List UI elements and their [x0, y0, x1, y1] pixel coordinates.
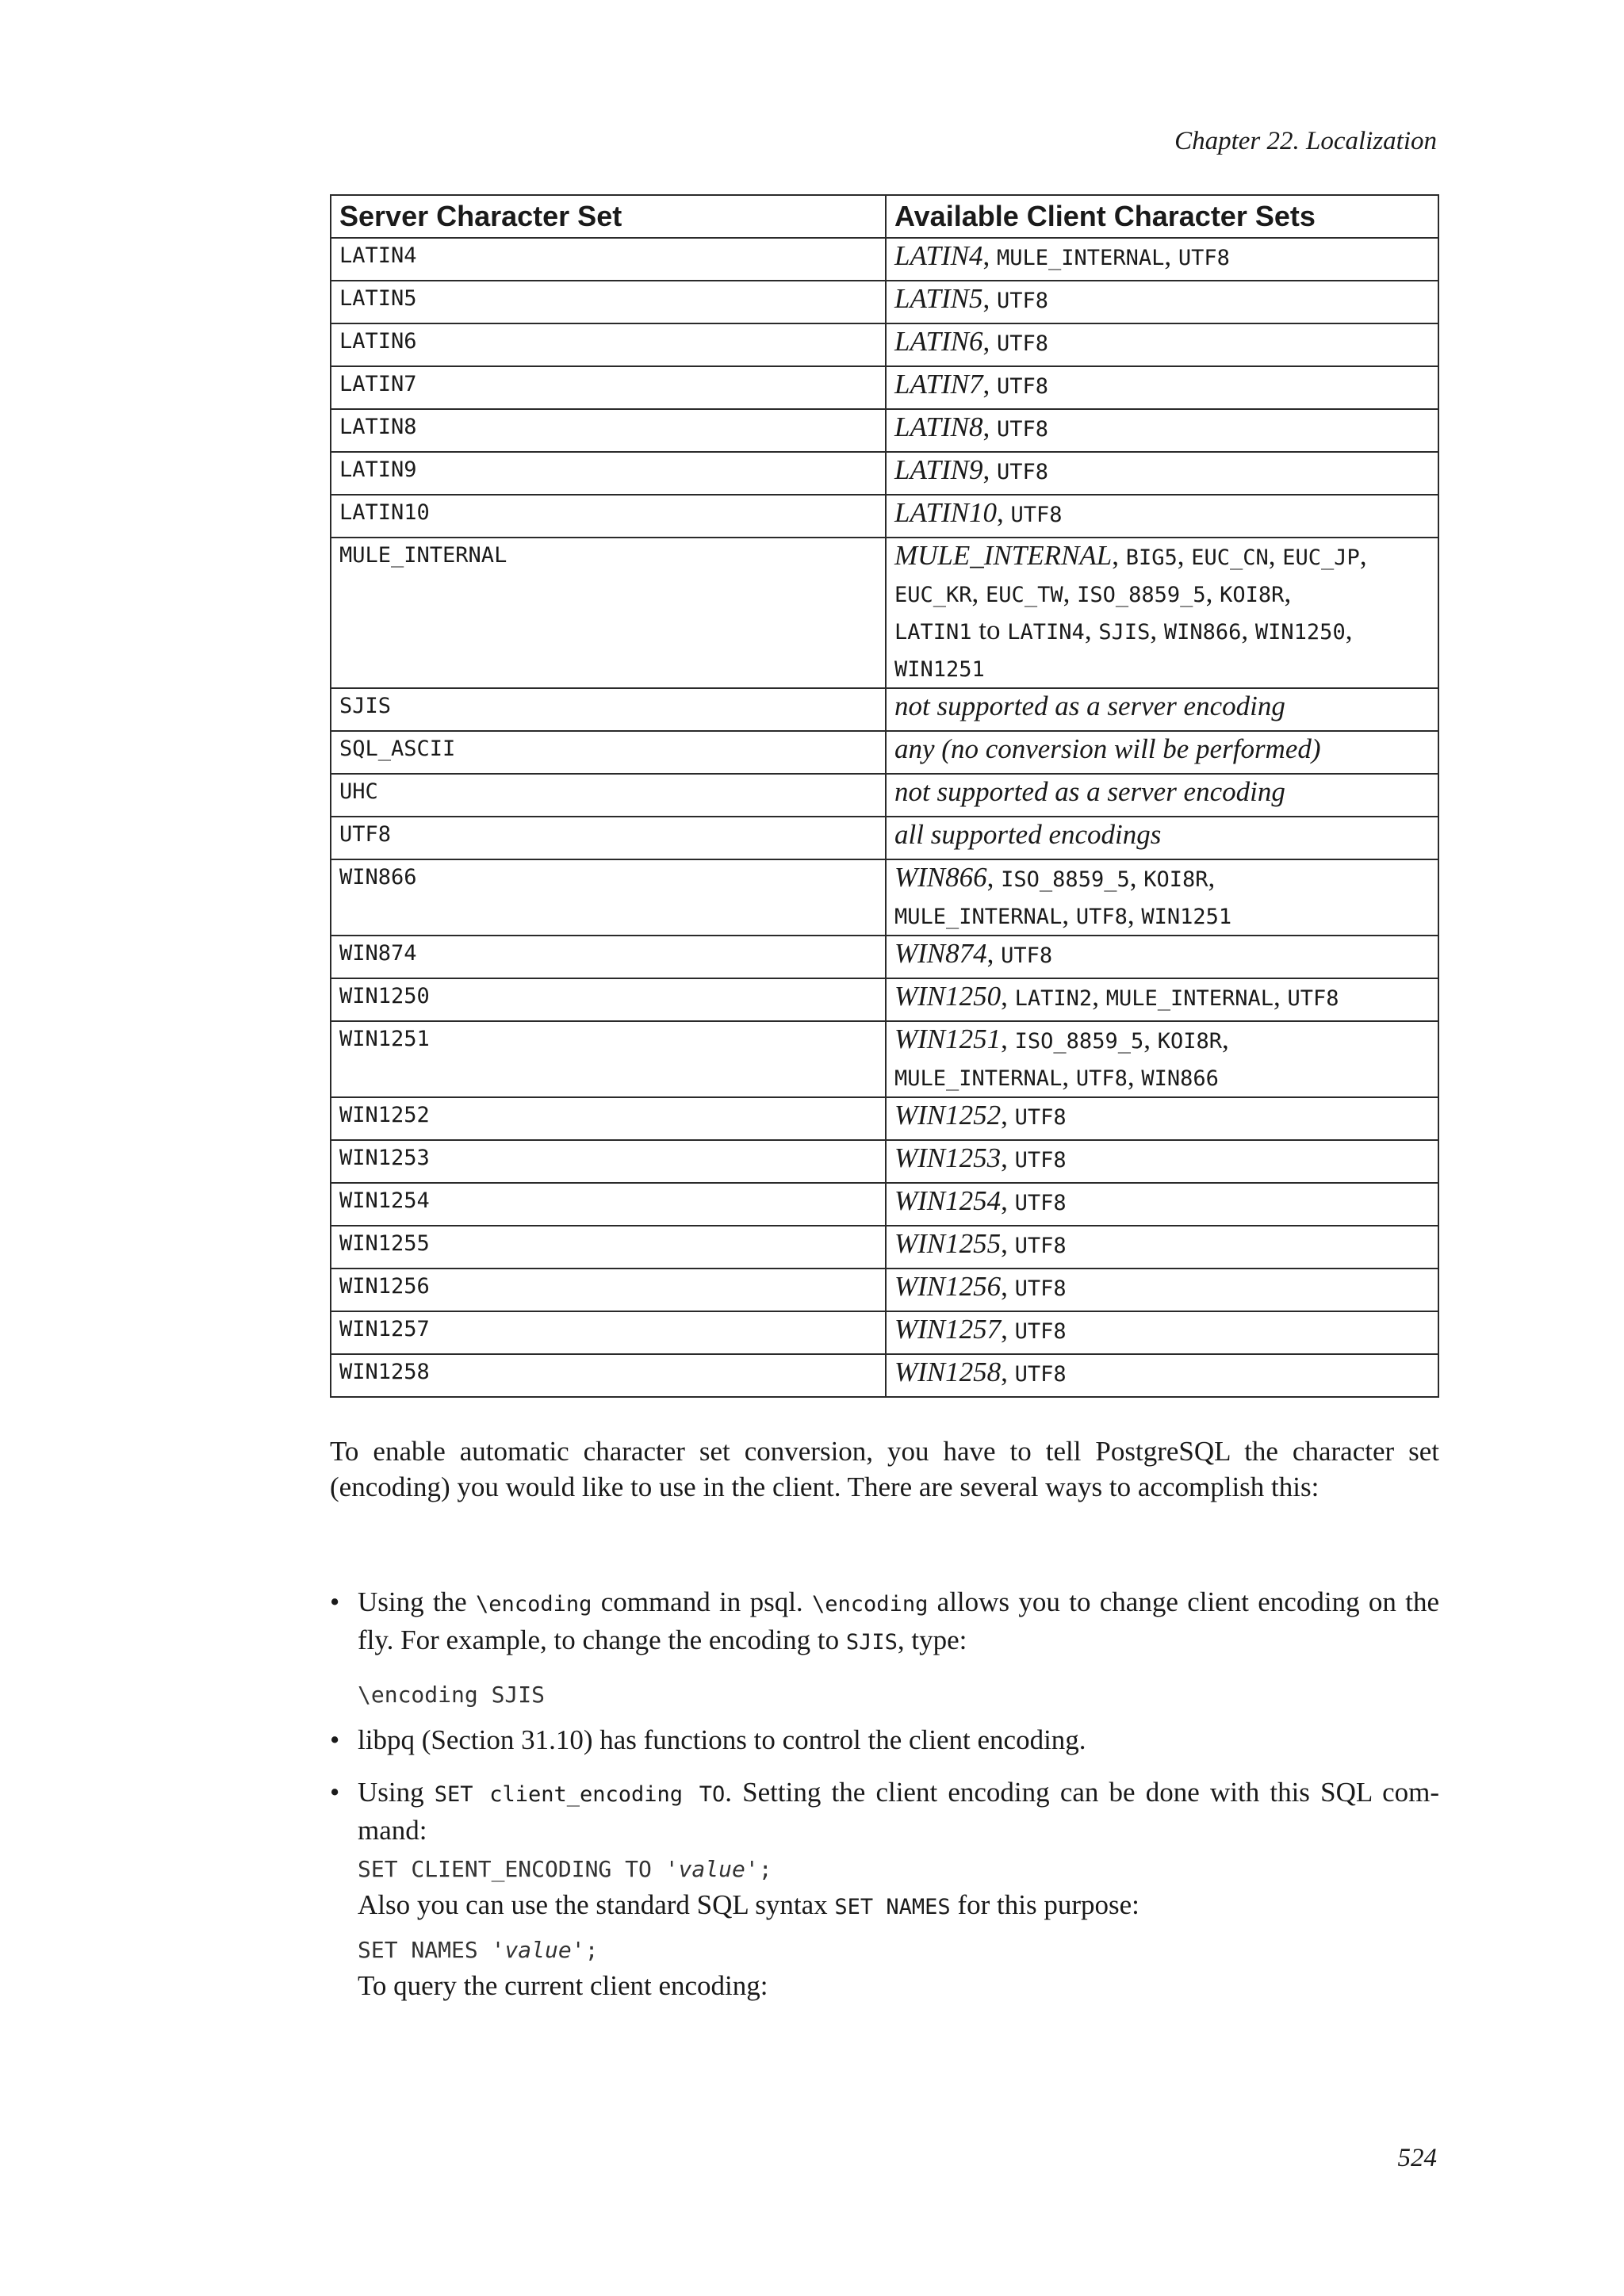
- client-charsets-cell: [886, 1311, 1438, 1354]
- charset-name-italic: WIN1250: [894, 981, 1002, 1012]
- code-literal: UTF8: [1001, 943, 1053, 968]
- text-run: ,: [1205, 577, 1220, 608]
- text-run: ,: [982, 411, 998, 442]
- table-row: [331, 1354, 1438, 1397]
- charset-name-italic: not supported as a server encoding: [894, 776, 1285, 807]
- code-literal: ISO_8859_5: [1014, 1029, 1144, 1054]
- code-literal: KOI8R: [1143, 867, 1208, 892]
- server-charset-cell: LATIN4: [331, 238, 886, 281]
- client-charsets-cell: [886, 978, 1438, 1021]
- text-run: ,: [971, 577, 986, 608]
- column-header-server: Server Character Set: [331, 195, 886, 238]
- server-charset-cell: WIN1255: [331, 1226, 886, 1269]
- code-literal: EUC_CN: [1191, 545, 1269, 570]
- server-charset-cell: UHC: [331, 774, 886, 817]
- server-charset-cell: LATIN10: [331, 495, 886, 538]
- table-row: [331, 538, 1438, 688]
- text-run: ,: [1359, 540, 1367, 571]
- code-encoding-sjis: \encoding SJIS: [358, 1682, 546, 1708]
- bullet-marker: •: [330, 1777, 340, 1808]
- text-run: ,: [1127, 1061, 1142, 1092]
- client-charsets-cell: [886, 1354, 1438, 1397]
- charset-name-italic: LATIN9: [894, 454, 983, 485]
- text-run: ,: [997, 497, 1011, 528]
- text-run: ,: [1001, 1357, 1015, 1387]
- code-literal: WIN1251: [894, 657, 985, 682]
- table-row: [331, 1183, 1438, 1226]
- table-row: [331, 495, 1438, 538]
- text-run: ,: [1001, 1142, 1015, 1173]
- table-row: [331, 452, 1438, 495]
- table-row: [331, 1140, 1438, 1183]
- client-charsets-cell: [886, 1097, 1438, 1140]
- charset-name-italic: all supported encodings: [894, 819, 1162, 850]
- code-literal: WIN1251: [1141, 905, 1232, 929]
- text-run: ,: [1143, 1024, 1158, 1054]
- client-charsets-cell: [886, 495, 1438, 538]
- table-body: [331, 238, 1438, 1397]
- server-charset-cell: WIN1256: [331, 1269, 886, 1311]
- table-row: [331, 1311, 1438, 1354]
- code-literal: EUC_JP: [1282, 545, 1360, 570]
- client-charsets-cell: [886, 409, 1438, 452]
- server-charset-cell: WIN1251: [331, 1021, 886, 1097]
- text-run: ,: [1274, 981, 1288, 1012]
- client-charsets-cell: [886, 1140, 1438, 1183]
- charset-name-italic: WIN1258: [894, 1357, 1002, 1387]
- table-row: [331, 1269, 1438, 1311]
- intro-paragraph: To enable automatic character set conversion, you have to tell PostgreSQL the character set (encoding) you would like to use in the client. There are several ways to accomplish this:: [330, 1436, 1439, 1502]
- table-header-row: [331, 195, 1438, 238]
- code-prefix: SET CLIENT_ENCODING TO ': [358, 1856, 679, 1882]
- code-literal: UTF8: [1014, 1191, 1067, 1215]
- text-run: ,: [1001, 1228, 1015, 1259]
- client-charsets-cell: [886, 688, 1438, 731]
- code-literal: UTF8: [1014, 1105, 1067, 1130]
- chapter-header: Chapter 22. Localization: [1174, 127, 1437, 155]
- code-literal: LATIN4: [1007, 620, 1085, 645]
- text-run: ,: [986, 862, 1002, 893]
- text-run: ,: [1001, 1314, 1015, 1345]
- code-literal: UTF8: [1075, 1066, 1128, 1091]
- code-literal: UTF8: [997, 289, 1049, 313]
- text-run: ,: [1092, 981, 1106, 1012]
- charset-name-italic: LATIN8: [894, 411, 983, 442]
- charset-name-italic: WIN1256: [894, 1271, 1002, 1302]
- table-row: [331, 281, 1438, 323]
- code-placeholder: value: [678, 1856, 745, 1882]
- code-literal: SET client_encoding TO: [434, 1782, 726, 1807]
- code-literal: EUC_KR: [894, 583, 972, 607]
- code-literal: EUC_TW: [986, 583, 1063, 607]
- text-run: ,: [1063, 577, 1078, 608]
- text-run: ,: [1001, 981, 1015, 1012]
- text-run: ,: [1127, 899, 1142, 930]
- code-literal: UTF8: [1014, 1362, 1067, 1387]
- server-charset-cell: LATIN6: [331, 323, 886, 366]
- text-run: ,: [986, 938, 1002, 969]
- server-charset-cell: WIN1254: [331, 1183, 886, 1226]
- bullet-marker: •: [330, 1586, 340, 1617]
- code-literal: UTF8: [997, 374, 1049, 399]
- server-charset-cell: WIN1250: [331, 978, 886, 1021]
- table-row: [331, 936, 1438, 978]
- code-set-client-encoding: [358, 1854, 772, 1885]
- charset-name-italic: LATIN6: [894, 326, 983, 357]
- code-literal: LATIN2: [1014, 986, 1093, 1011]
- code-literal: UTF8: [997, 460, 1049, 484]
- code-literal: WIN866: [1141, 1066, 1219, 1091]
- charset-name-italic: MULE_INTERNAL: [894, 540, 1113, 571]
- text-run: , type:: [897, 1624, 967, 1655]
- text-run: ,: [1208, 862, 1216, 893]
- table-row: [331, 774, 1438, 817]
- table-row: [331, 366, 1438, 409]
- code-literal: UTF8: [1287, 986, 1339, 1011]
- code-literal: UTF8: [997, 331, 1049, 356]
- code-literal: ISO_8859_5: [1077, 583, 1206, 607]
- client-charsets-cell: [886, 238, 1438, 281]
- text-run: ,: [1001, 1271, 1015, 1302]
- text-run: . Setting the client encoding can be done with this SQL com- mand:: [358, 1777, 1440, 1846]
- table-row: [331, 731, 1438, 774]
- client-charsets-cell: [886, 452, 1438, 495]
- client-charsets-cell: [886, 1269, 1438, 1311]
- text-run: allows you to change client encoding on the fly. For example, to change the encoding to: [358, 1586, 1439, 1655]
- table-row: [331, 238, 1438, 281]
- query-paragraph: To query the current client encoding:: [358, 1970, 768, 2001]
- charset-name-italic: LATIN4: [894, 240, 983, 271]
- client-charsets-cell: [886, 281, 1438, 323]
- code-literal: UTF8: [1014, 1319, 1067, 1344]
- charset-name-italic: WIN866: [894, 862, 987, 893]
- code-literal: SJIS: [845, 1630, 898, 1655]
- text-run: ,: [1062, 899, 1076, 930]
- text-run: for this purpose:: [950, 1889, 1139, 1920]
- client-charsets-cell: [886, 859, 1438, 936]
- text-run: ,: [1164, 240, 1178, 271]
- client-charsets-cell: [886, 936, 1438, 978]
- text-run: to: [971, 614, 1008, 645]
- server-charset-cell: WIN1257: [331, 1311, 886, 1354]
- table-row: [331, 323, 1438, 366]
- code-literal: UTF8: [1010, 503, 1063, 527]
- server-charset-cell: UTF8: [331, 817, 886, 859]
- text-run: ,: [1084, 614, 1099, 645]
- client-charsets-cell: [886, 774, 1438, 817]
- bullet-text: [358, 1722, 1439, 1758]
- set-names-paragraph: [358, 1887, 1139, 1925]
- code-set-names: [358, 1934, 598, 1966]
- client-charsets-cell: [886, 731, 1438, 774]
- code-literal: \encoding: [476, 1592, 592, 1617]
- bullet-text: [358, 1584, 1439, 1660]
- code-literal: KOI8R: [1157, 1029, 1222, 1054]
- text-run: ,: [1062, 1061, 1076, 1092]
- charset-name-italic: any (no conversion will be performed): [894, 733, 1321, 764]
- code-placeholder: value: [504, 1937, 572, 1963]
- text-run: Using the: [358, 1586, 477, 1617]
- text-run: libpq (Section 31.10) has functions to control the client encoding.: [358, 1724, 1086, 1755]
- column-header-client: Available Client Character Sets: [886, 195, 1438, 238]
- code-literal: ISO_8859_5: [1001, 867, 1130, 892]
- charset-name-italic: WIN1251: [894, 1024, 1002, 1054]
- text-run: ,: [1177, 540, 1192, 571]
- charset-name-italic: WIN874: [894, 938, 987, 969]
- text-run: Also you can use the standard SQL syntax: [358, 1889, 835, 1920]
- code-literal: \encoding: [812, 1592, 929, 1617]
- code-literal: MULE_INTERNAL: [894, 905, 1063, 929]
- code-suffix: ';: [571, 1937, 599, 1963]
- charset-name-italic: WIN1253: [894, 1142, 1002, 1173]
- code-literal: KOI8R: [1220, 583, 1285, 607]
- text-run: ,: [1129, 862, 1144, 893]
- server-charset-cell: WIN866: [331, 859, 886, 936]
- code-literal: UTF8: [1014, 1234, 1067, 1258]
- page-number: 524: [1397, 2144, 1437, 2172]
- client-charsets-cell: [886, 1021, 1438, 1097]
- server-charset-cell: LATIN9: [331, 452, 886, 495]
- table-row: [331, 817, 1438, 859]
- text-run: ,: [1001, 1185, 1015, 1216]
- code-literal: LATIN1: [894, 620, 972, 645]
- charset-name-italic: WIN1254: [894, 1185, 1002, 1216]
- table-row: [331, 409, 1438, 452]
- text-run: ,: [1284, 577, 1292, 608]
- code-literal: SET NAMES: [834, 1895, 951, 1919]
- table-row: [331, 1226, 1438, 1269]
- server-charset-cell: WIN1258: [331, 1354, 886, 1397]
- code-literal: WIN1250: [1254, 620, 1346, 645]
- text-run: Using: [358, 1777, 435, 1808]
- code-literal: SJIS: [1098, 620, 1151, 645]
- character-set-table: [330, 194, 1439, 1398]
- table-row: [331, 688, 1438, 731]
- charset-name-italic: LATIN7: [894, 369, 983, 400]
- code-literal: WIN866: [1163, 620, 1242, 645]
- text-run: ,: [982, 283, 998, 314]
- charset-name-italic: not supported as a server encoding: [894, 691, 1285, 721]
- server-charset-cell: LATIN5: [331, 281, 886, 323]
- client-charsets-cell: [886, 323, 1438, 366]
- code-literal: UTF8: [997, 417, 1049, 442]
- code-literal: UTF8: [1075, 905, 1128, 929]
- code-literal: BIG5: [1125, 545, 1178, 570]
- text-run: ,: [1112, 540, 1126, 571]
- charset-name-italic: LATIN10: [894, 497, 998, 528]
- code-literal: MULE_INTERNAL: [1105, 986, 1274, 1011]
- table-row: [331, 859, 1438, 936]
- text-run: ,: [1222, 1024, 1229, 1054]
- server-charset-cell: WIN874: [331, 936, 886, 978]
- client-charsets-cell: [886, 366, 1438, 409]
- table-row: [331, 978, 1438, 1021]
- code-literal: UTF8: [1178, 246, 1230, 270]
- client-charsets-cell: [886, 1226, 1438, 1269]
- text-run: ,: [982, 454, 998, 485]
- text-run: ,: [982, 326, 998, 357]
- charset-name-italic: WIN1252: [894, 1100, 1002, 1131]
- code-literal: MULE_INTERNAL: [997, 246, 1165, 270]
- server-charset-cell: WIN1252: [331, 1097, 886, 1140]
- server-charset-cell: WIN1253: [331, 1140, 886, 1183]
- code-literal: UTF8: [1014, 1276, 1067, 1301]
- text-run: ,: [1150, 614, 1164, 645]
- code-prefix: SET NAMES ': [358, 1937, 505, 1963]
- code-literal: UTF8: [1014, 1148, 1067, 1173]
- text-run: ,: [1001, 1100, 1015, 1131]
- charset-name-italic: LATIN5: [894, 283, 983, 314]
- text-run: ,: [1241, 614, 1255, 645]
- charset-name-italic: WIN1255: [894, 1228, 1002, 1259]
- server-charset-cell: SJIS: [331, 688, 886, 731]
- client-charsets-cell: [886, 1183, 1438, 1226]
- charset-name-italic: WIN1257: [894, 1314, 1002, 1345]
- text-run: ,: [1001, 1024, 1015, 1054]
- text-run: ,: [982, 240, 998, 271]
- text-run: ,: [982, 369, 998, 400]
- table-row: [331, 1097, 1438, 1140]
- bullet-marker: •: [330, 1724, 340, 1755]
- text-run: ,: [1268, 540, 1283, 571]
- server-charset-cell: MULE_INTERNAL: [331, 538, 886, 688]
- bullet-text: [358, 1774, 1439, 1848]
- text-run: ,: [1345, 614, 1353, 645]
- server-charset-cell: SQL_ASCII: [331, 731, 886, 774]
- server-charset-cell: LATIN8: [331, 409, 886, 452]
- text-run: command in psql.: [592, 1586, 813, 1617]
- server-charset-cell: LATIN7: [331, 366, 886, 409]
- code-suffix: ';: [745, 1856, 772, 1882]
- client-charsets-cell: [886, 538, 1438, 688]
- table-row: [331, 1021, 1438, 1097]
- code-literal: MULE_INTERNAL: [894, 1066, 1063, 1091]
- client-charsets-cell: [886, 817, 1438, 859]
